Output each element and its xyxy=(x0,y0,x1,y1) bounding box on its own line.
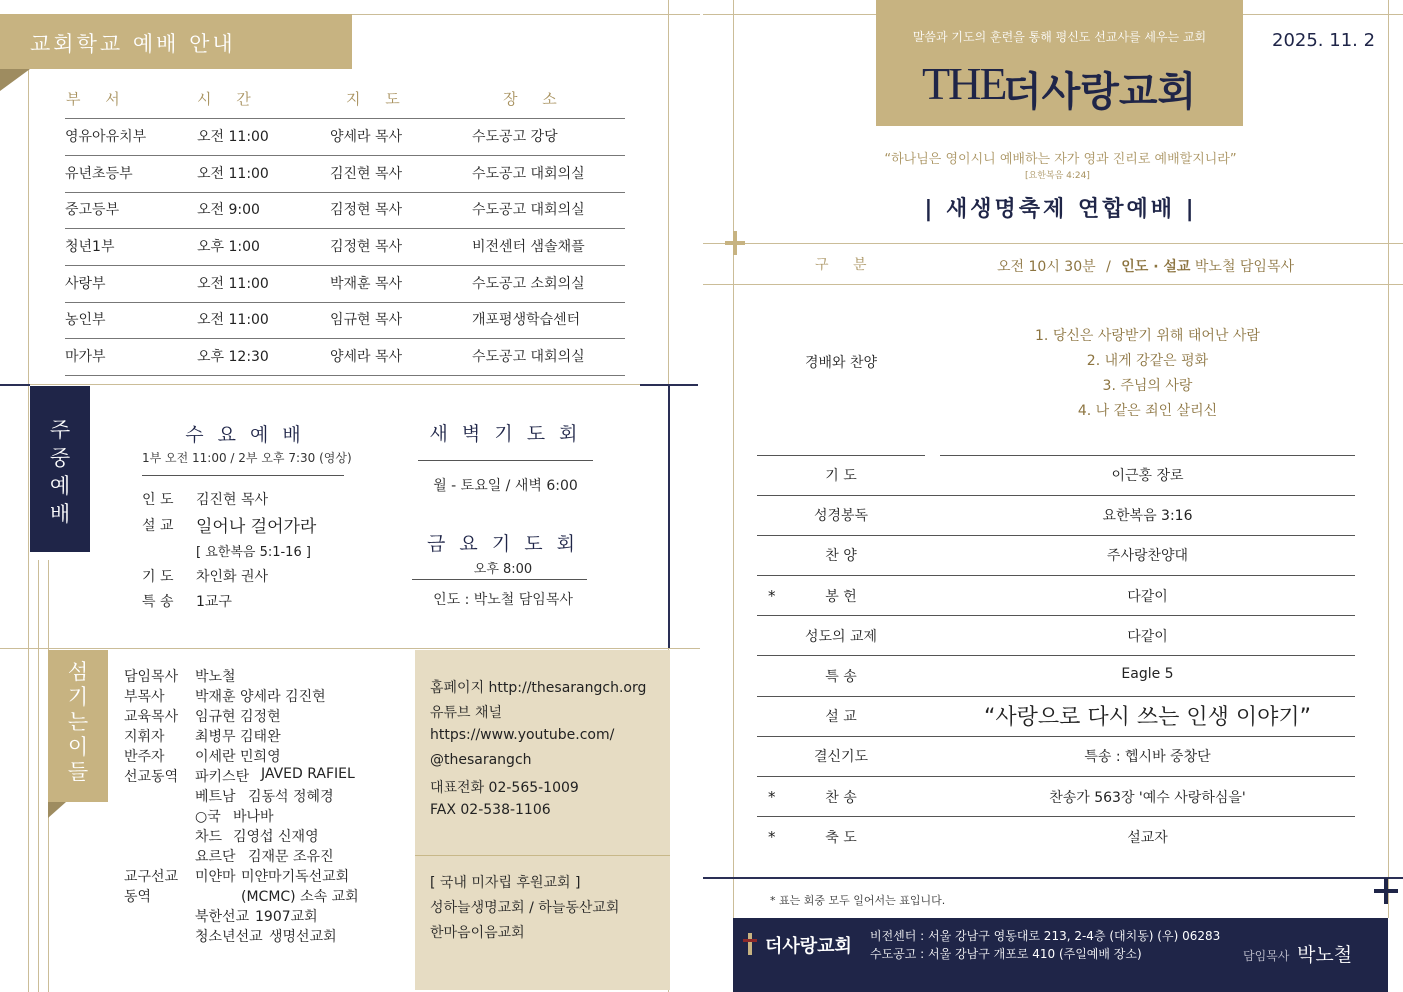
praise-song: 1. 당신은 사랑받기 위해 태어난 사람 xyxy=(1035,328,1260,344)
gubun-separator: / xyxy=(1106,259,1111,275)
cell-leader: 양세라 목사 xyxy=(330,129,403,145)
gubun-name: 박노철 담임목사 xyxy=(1194,259,1295,275)
order-label: 성경봉독 xyxy=(813,508,869,524)
praise-label: 경배와 찬양 xyxy=(804,355,878,371)
cell-time: 오후 1:00 xyxy=(197,239,260,255)
praise-song: 4. 나 같은 죄인 살리신 xyxy=(1077,403,1218,419)
table-row xyxy=(65,192,625,229)
mission-region: 베트남 xyxy=(195,789,236,805)
mission-region: 차드 xyxy=(195,829,223,845)
cell-leader: 박재훈 목사 xyxy=(330,276,403,292)
cell-dept: 사랑부 xyxy=(65,276,106,292)
servant-value: 최병무 김태완 xyxy=(195,729,281,745)
section-title: 교회학교 예배 안내 xyxy=(0,14,352,69)
navy-cross-ornament-icon xyxy=(1374,878,1398,904)
bulletin-date: 2025. 11. 2 xyxy=(1272,30,1376,51)
wed-divider xyxy=(142,475,344,476)
table-row xyxy=(65,156,625,193)
gubun-time: 오전 10시 30분 xyxy=(997,259,1096,275)
cell-leader: 김정현 목사 xyxy=(330,239,403,255)
support-churches-2: 한마음이음교회 xyxy=(430,925,525,941)
footer-church-name: 더사랑교회 xyxy=(765,936,852,957)
cell-place: 비전센터 샘솔채플 xyxy=(472,239,585,255)
cell-leader: 김정현 목사 xyxy=(330,202,403,218)
servants-tag xyxy=(48,650,108,802)
district-region: 미얀마 xyxy=(195,869,236,885)
cell-place: 수도공고 강당 xyxy=(472,129,558,145)
friday-prayer-leader: 인도 : 박노철 담임목사 xyxy=(433,592,573,608)
order-label: 결신기도 xyxy=(813,749,869,765)
order-label: 특 송 xyxy=(825,669,857,685)
youth-mission-region: 청소년선교 xyxy=(195,929,263,945)
order-label: 기 도 xyxy=(825,468,857,484)
cell-time: 오전 11:00 xyxy=(197,166,269,182)
theme-verse: “하나님은 영이시니 예배하는 자가 영과 진리로 예배할지니라” xyxy=(884,152,1237,167)
standing-mark: * xyxy=(768,828,776,846)
mission-name: 김영섭 신재영 xyxy=(233,829,319,845)
servants-tag-label: 섬기는이들 xyxy=(67,660,89,784)
district-label: 교구선교 xyxy=(124,869,179,885)
dawn-divider xyxy=(418,460,593,461)
cell-leader: 양세라 목사 xyxy=(330,349,403,365)
order-label: 찬 송 xyxy=(825,790,857,806)
district-name-2: (MCMC) 소속 교회 xyxy=(241,889,359,905)
cell-dept: 농인부 xyxy=(65,312,106,328)
friday-prayer-title: 금 요 기 도 회 xyxy=(427,533,579,555)
footer-address-1: 비전센터 : 서울 강남구 영동대로 213, 2-4층 (대치동) (우) 06283 xyxy=(870,929,1221,943)
cross-ornament-icon xyxy=(725,231,745,255)
order-label: 설 교 xyxy=(825,709,857,725)
church-name: 더사랑교회 xyxy=(1003,69,1197,115)
schedule-header-dept: 부 서 xyxy=(66,90,130,108)
order-value: 다같이 xyxy=(1127,589,1168,605)
order-value: 다같이 xyxy=(1127,629,1168,645)
table-row xyxy=(65,229,625,266)
cell-place: 개포평생학습센터 xyxy=(472,312,581,328)
weekly-tag-label: 주중예배 xyxy=(49,418,71,526)
wed-leader: 김진현 목사 xyxy=(196,492,269,508)
praise-song: 2. 내게 강같은 평화 xyxy=(1086,353,1209,369)
order-value: 찬송가 563장 '예수 사랑하심을' xyxy=(1049,790,1246,806)
gubun-role: 인도 · 설교 xyxy=(1121,259,1191,275)
friday-prayer-time: 오후 8:00 xyxy=(473,562,533,577)
servant-value: 이세란 민희영 xyxy=(195,749,281,765)
wed-sermon-title: 일어나 걸어가라 xyxy=(196,517,317,537)
order-value: 주사랑찬양대 xyxy=(1106,548,1189,564)
cell-place: 수도공고 소회의실 xyxy=(472,276,585,292)
praise-song: 3. 주님의 사랑 xyxy=(1102,378,1193,394)
servant-value: 박재훈 양세라 김진현 xyxy=(195,689,326,705)
schedule-header-leader: 지 도 xyxy=(346,90,410,108)
youtube-label: 유튜브 채널 xyxy=(430,705,503,721)
servant-label: 교육목사 xyxy=(124,709,179,725)
gubun-label: 구 분 xyxy=(815,257,877,273)
order-value: 설교자 xyxy=(1127,830,1168,846)
footer-address-2: 수도공고 : 서울 강남구 개포로 410 (주일예배 장소) xyxy=(870,947,1142,961)
cell-time: 오전 9:00 xyxy=(197,202,260,218)
table-row xyxy=(65,119,625,156)
order-label: 성도의 교제 xyxy=(804,629,878,645)
youtube-link[interactable]: https://www.youtube.com/ xyxy=(430,727,615,743)
homepage-link[interactable]: 홈페이지 http://thesarangch.org xyxy=(430,680,647,696)
wed-leader-label: 인 도 xyxy=(142,492,174,508)
youth-mission-name: 생명선교회 xyxy=(269,929,337,945)
wed-prayer: 차인화 권사 xyxy=(196,569,269,585)
wed-scripture: [ 요한복음 5:1-16 ] xyxy=(196,545,311,560)
dawn-prayer-time: 월 - 토요일 / 새벽 6:00 xyxy=(433,478,578,494)
cell-place: 수도공고 대회의실 xyxy=(472,202,585,218)
cell-time: 오전 11:00 xyxy=(197,312,269,328)
order-value: 요한복음 3:16 xyxy=(1102,508,1193,524)
order-value: 이근홍 장로 xyxy=(1111,468,1184,484)
mission-region: 요르단 xyxy=(195,849,236,865)
praise-song-list xyxy=(940,324,1355,424)
cell-time: 오후 12:30 xyxy=(197,349,269,365)
order-label: 봉 헌 xyxy=(825,589,857,605)
standing-mark: * xyxy=(768,788,776,806)
servant-label: 지휘자 xyxy=(124,729,165,745)
district-label: 동역 xyxy=(124,889,152,905)
cell-place: 수도공고 대회의실 xyxy=(472,166,585,182)
nk-mission-region: 북한선교 xyxy=(195,909,250,925)
cell-dept: 유년초등부 xyxy=(65,166,133,182)
service-title: | 새생명축제 연합예배 | xyxy=(924,197,1197,222)
fax-number: FAX 02-538-1106 xyxy=(430,802,551,818)
mission-name: 김동석 정혜경 xyxy=(248,789,334,805)
wed-service-time: 1부 오전 11:00 / 2부 오후 7:30 (영상) xyxy=(142,451,352,465)
theme-verse-ref: [요한복음 4:24] xyxy=(1025,171,1090,181)
servant-label: 반주자 xyxy=(124,749,165,765)
schedule-header-place: 장 소 xyxy=(503,90,567,108)
cell-dept: 마가부 xyxy=(65,349,106,365)
order-label: 축 도 xyxy=(825,830,857,846)
wed-sermon-label: 설 교 xyxy=(142,518,174,534)
district-name: 미얀마기독선교회 xyxy=(241,869,350,885)
cell-leader: 임규현 목사 xyxy=(330,312,403,328)
footer-pastor-name: 박노철 xyxy=(1297,944,1353,966)
youtube-handle[interactable]: @thesarangch xyxy=(430,752,532,768)
title-corner-decoration xyxy=(0,69,30,91)
cell-dept: 영유아유치부 xyxy=(65,129,147,145)
order-label: 찬 양 xyxy=(825,548,857,564)
weekly-services-tag xyxy=(30,386,90,552)
sermon-title: “사랑으로 다시 쓰는 인생 이야기” xyxy=(983,705,1312,730)
the-logo: THE xyxy=(922,58,1006,109)
servant-label: 부목사 xyxy=(124,689,165,705)
cell-dept: 청년1부 xyxy=(65,239,115,255)
footer-pastor-label: 담임목사 xyxy=(1243,949,1290,963)
standing-note: * 표는 회중 모두 일어서는 표입니다. xyxy=(770,894,946,907)
order-value: 특송 : 헵시바 중창단 xyxy=(1084,749,1211,765)
wed-special: 1교구 xyxy=(196,594,232,610)
servants-tag-corner xyxy=(48,802,66,818)
cell-leader: 김진현 목사 xyxy=(330,166,403,182)
mission-name: 김재문 조유진 xyxy=(248,849,334,865)
cell-time: 오전 11:00 xyxy=(197,129,269,145)
wed-prayer-label: 기 도 xyxy=(142,569,174,585)
cell-time: 오전 11:00 xyxy=(197,276,269,292)
order-value: Eagle 5 xyxy=(1121,666,1174,682)
mission-label: 선교동역 xyxy=(124,769,179,785)
church-motto: 말씀과 기도의 훈련을 통해 평신도 선교사를 세우는 교회 xyxy=(912,30,1207,44)
servant-value: 박노철 xyxy=(195,669,236,685)
mission-region: 파키스탄 xyxy=(195,769,250,785)
servant-value: 임규현 김정현 xyxy=(195,709,281,725)
friday-divider xyxy=(412,579,587,580)
wed-special-label: 특 송 xyxy=(142,594,174,610)
gubun-info xyxy=(997,256,1294,276)
church-logo-icon xyxy=(742,933,758,955)
phone-number: 대표전화 02-565-1009 xyxy=(430,780,579,796)
table-row xyxy=(65,302,625,339)
mission-name: JAVED RAFIEL xyxy=(261,766,355,782)
support-title: [ 국내 미자립 후원교회 ] xyxy=(430,875,581,891)
support-churches-1: 성하늘생명교회 / 하늘동산교회 xyxy=(430,900,620,916)
wed-service-title: 수 요 예 배 xyxy=(185,424,305,446)
dawn-prayer-title: 새 벽 기 도 회 xyxy=(429,423,582,445)
cell-place: 수도공고 대회의실 xyxy=(472,349,585,365)
servant-label: 담임목사 xyxy=(124,669,179,685)
schedule-header-time: 시 간 xyxy=(197,90,261,108)
mission-region: ○국 xyxy=(195,809,221,825)
table-row xyxy=(65,339,625,376)
standing-mark: * xyxy=(768,587,776,605)
mission-name: 바나바 xyxy=(233,809,274,825)
nk-mission-name: 1907교회 xyxy=(255,909,318,925)
cell-dept: 중고등부 xyxy=(65,202,120,218)
table-row xyxy=(65,266,625,303)
